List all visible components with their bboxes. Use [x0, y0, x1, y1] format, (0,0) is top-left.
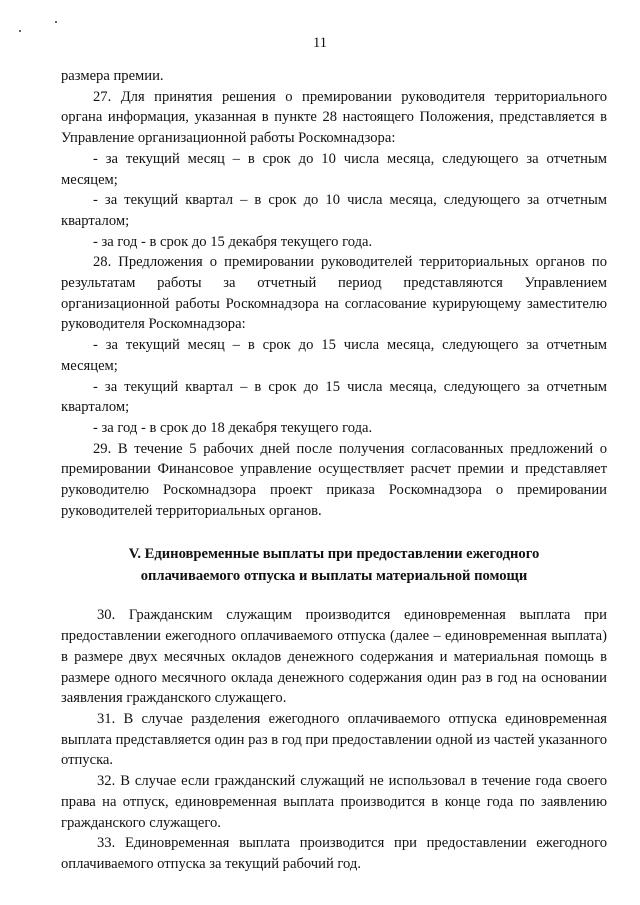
paragraph-27-item-quarter: - за текущий квартал – в срок до 10 числа месяца, следующего за отчетным кварталом; — [61, 192, 607, 229]
paragraph-28-item-quarter: - за текущий квартал – в срок до 15 числа месяца, следующего за отчетным кварталом; — [61, 378, 607, 416]
paragraph-27-item-month: - за текущий месяц – в срок до 10 числа месяца, следующего за отчетным месяцем; — [61, 150, 607, 188]
paragraph-continuation: размера премии. — [61, 68, 164, 84]
scan-speck — [19, 30, 21, 32]
section-heading-line-1: V. Единовременные выплаты при предоставлении ежегодного — [128, 546, 540, 563]
paragraph-28-item-month: - за текущий месяц – в срок до 15 числа месяца, следующего за отчетным месяцем; — [61, 337, 607, 374]
paragraph-33: 33. Единовременная выплата производится при предоставлении ежегодного оплачиваемого отпуска за текущий рабочий год. — [61, 835, 607, 872]
paragraph-31: 31. В случае разделения ежегодного оплачиваемого отпуска единовременная выплата представляется один раз в год при предоставлении одной из частей указанного отпуска. — [61, 710, 607, 769]
paragraph-27: 27. Для принятия решения о премировании руководителя территориального органа информация, указанная в пункте 28 настоящего Положения, представляется в Управление организационной работы Роскомнадзора: — [61, 88, 607, 147]
section-heading-line-2: оплачиваемого отпуска и выплаты материальной помощи — [140, 568, 528, 585]
section-heading — [61, 543, 607, 587]
paragraph-30: 30. Гражданским служащим производится единовременная выплата при предоставлении ежегодного оплачиваемого отпуска (далее – единовременная выплата) в размере двух месячных окладов денежного содержания и материальная помощь в размере одного месячного оклада денежного содержания один раз в год на основании заявления гражданского служащего. — [61, 607, 607, 707]
paragraph-29: 29. В течение 5 рабочих дней после получения согласованных предложений о премировании Финансовое управление осуществляет расчет премии и представляет руководителю Роскомнадзора проект приказа Роскомнадзора о премировании руководителей территориальных органов. — [61, 440, 607, 519]
paragraph-28: 28. Предложения о премировании руководителей территориальных органов по результатам работы за отчетный период представляются Управлением организационной работы Роскомнадзора на согласование курирующему заместителю руководителя Роскомнадзора: — [61, 254, 607, 333]
paragraph-28-item-year: - за год - в срок до 18 декабря текущего года. — [93, 419, 373, 436]
paragraph-27-item-year: - за год - в срок до 15 декабря текущего года. — [93, 233, 373, 250]
paragraph-32: 32. В случае если гражданский служащий не использовал в течение года своего права на отпуск, единовременная выплата производится в конце года по заявлению гражданского служащего. — [61, 773, 607, 831]
document-body — [61, 66, 607, 875]
page-number: 11 — [313, 35, 327, 51]
scan-speck — [55, 21, 57, 23]
